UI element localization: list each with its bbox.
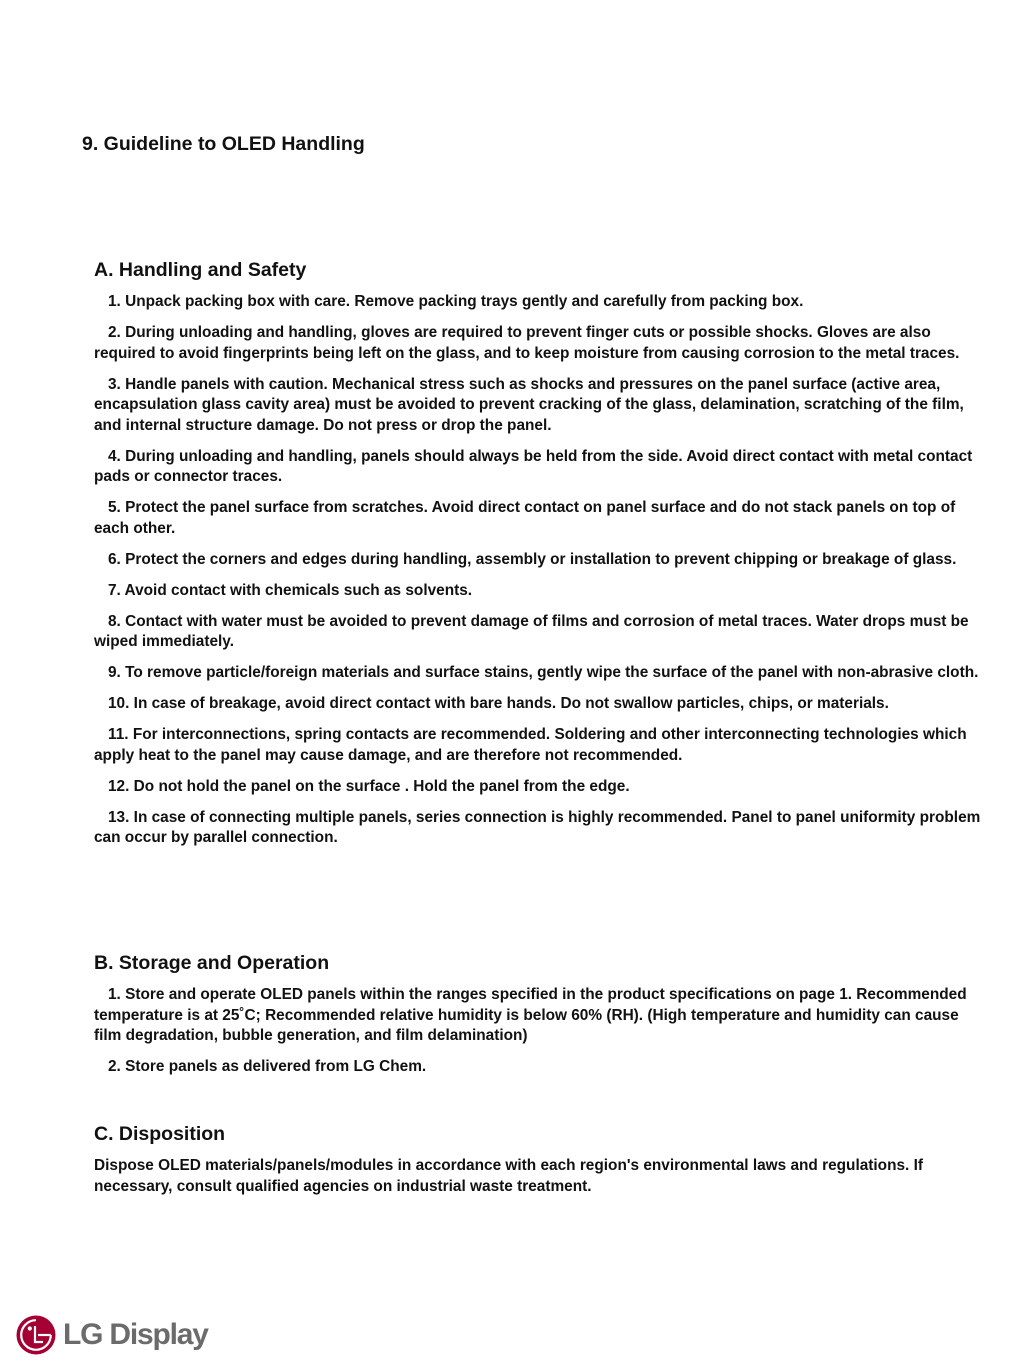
- lg-face-logo-icon: [16, 1315, 56, 1355]
- list-item: 6. Protect the corners and edges during handling, assembly or installation to prevent chipping or breakage of glass.: [108, 550, 957, 568]
- list-item: 1. Store and operate OLED panels within the ranges specified in the product specifications on page 1. Recommended temperature is at 25˚C; Recommended relative humidity is below 60% (RH). (High temperature and humidity can cause film degradation, bubble generation, and film delamination): [94, 986, 967, 1044]
- list-item: 2. During unloading and handling, gloves are required to prevent finger cuts or possible shocks. Gloves are also required to avoid fingerprints being left on the glass, and to keep moisture from causing corrosion to the metal traces.: [94, 324, 960, 362]
- section-storage-and-operation: [94, 951, 984, 1088]
- list-item: 7. Avoid contact with chemicals such as solvents.: [108, 581, 473, 599]
- logo-wordmark: LG Display: [63, 1318, 208, 1351]
- list-item: 9. To remove particle/foreign materials and surface stains, gently wipe the surface of the panel with non-abrasive cloth.: [108, 664, 979, 681]
- list-item: 2. Store panels as delivered from LG Chem.: [108, 1058, 427, 1075]
- list-item: 11. For interconnections, spring contacts are recommended. Soldering and other interconnecting technologies which apply heat to the panel may cause damage, and are therefore not recommended.: [94, 726, 967, 764]
- page-title: 9. Guideline to OLED Handling: [82, 133, 365, 155]
- list-item: 5. Protect the panel surface from scratches. Avoid direct contact on panel surface and do not stack panels on top of each other.: [94, 499, 956, 537]
- lg-display-logo: [16, 1315, 208, 1355]
- list-item: 8. Contact with water must be avoided to prevent damage of films and corrosion of metal traces. Water drops must be wiped immediately.: [94, 612, 969, 650]
- list-item: 3. Handle panels with caution. Mechanical stress such as shocks and pressures on the panel surface (active area, encapsulation glass cavity area) must be avoided to prevent cracking of the glass, delamination, scratching of the film, and internal structure damage. Do not press or drop the panel.: [94, 375, 964, 434]
- section-handling-and-safety: [94, 258, 984, 859]
- list-item: 10. In case of breakage, avoid direct contact with bare hands. Do not swallow particles, chips, or materials.: [108, 695, 889, 712]
- disposition-text: Dispose OLED materials/panels/modules in accordance with each region's environmental laws and regulations. If necessary, consult qualified agencies on industrial waste treatment.: [94, 1157, 923, 1195]
- section-heading: B. Storage and Operation: [94, 952, 330, 974]
- list-item: 1. Unpack packing box with care. Remove packing trays gently and carefully from packing box.: [108, 293, 804, 310]
- list-item: 12. Do not hold the panel on the surface . Hold the panel from the edge.: [108, 777, 630, 795]
- list-item: 13. In case of connecting multiple panels, series connection is highly recommended. Panel to panel uniformity problem can occur by parallel connection.: [94, 808, 981, 846]
- section-disposition: [94, 1122, 984, 1208]
- list-item: 4. During unloading and handling, panels should always be held from the side. Avoid direct contact with metal contact pads or connector traces.: [94, 447, 973, 485]
- section-heading: A. Handling and Safety: [94, 259, 307, 281]
- section-heading: C. Disposition: [94, 1123, 226, 1145]
